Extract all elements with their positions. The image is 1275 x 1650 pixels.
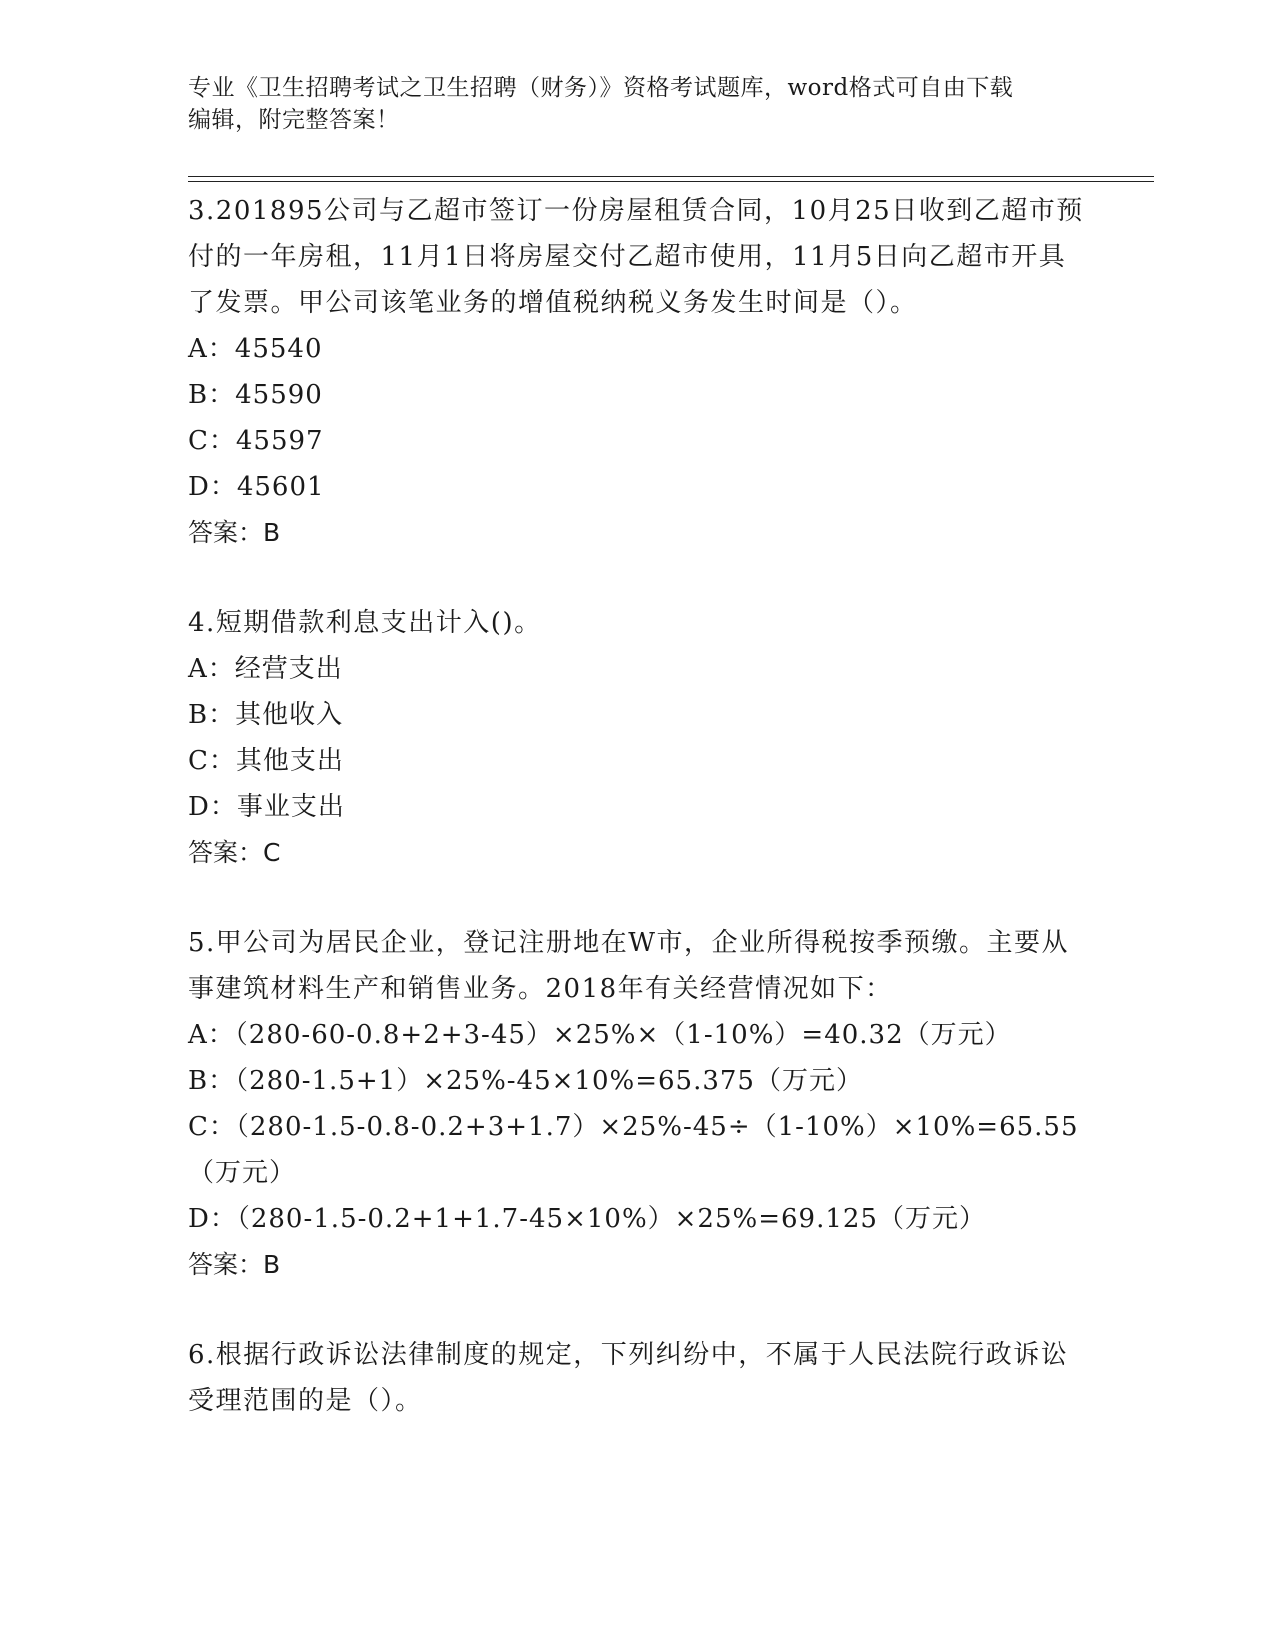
option-c: C：45597: [188, 426, 324, 456]
question-item: [188, 920, 1088, 1288]
question-item: [188, 1332, 1088, 1424]
question-text: 3.201895公司与乙超市签订一份房屋租赁合同，10月25日收到乙超市预付的一年房租，11月1日将房屋交付乙超市使用，11月5日向乙超市开具了发票。甲公司该笔业务的增值税纳税义务发生时间是（）。: [188, 196, 1084, 318]
question-item: [188, 188, 1088, 556]
header-line-2: 编辑，附完整答案！: [188, 107, 400, 133]
header-divider-bottom: [188, 181, 1154, 182]
question-item: [188, 600, 1088, 876]
option-b: B：45590: [188, 380, 323, 410]
answer-text: 答案：C: [188, 838, 281, 867]
option-c: C：其他支出: [188, 746, 344, 776]
option-c: C：（280-1.5-0.8-0.2+3+1.7）×25%-45÷（1-10%）×10%=65.55（万元）: [188, 1112, 1079, 1188]
option-a: A：45540: [188, 334, 323, 364]
option-a: A：（280-60-0.8+2+3-45）×25%×（1-10%）=40.32（万元）: [188, 1020, 1012, 1050]
question-list: [188, 188, 1088, 1424]
option-a: A：经营支出: [188, 654, 343, 684]
option-d: D：45601: [188, 472, 325, 502]
question-text: 4.短期借款利息支出计入()。: [188, 608, 542, 638]
question-text: 5.甲公司为居民企业，登记注册地在W市，企业所得税按季预缴。主要从事建筑材料生产和销售业务。2018年有关经营情况如下：: [188, 928, 1070, 1004]
option-d: D：事业支出: [188, 792, 345, 822]
answer-text: 答案：B: [188, 1250, 281, 1279]
document-header: [188, 72, 1068, 136]
option-b: B：其他收入: [188, 700, 344, 730]
option-b: B：（280-1.5+1）×25%-45×10%=65.375（万元）: [188, 1066, 863, 1096]
header-line-1: 专业《卫生招聘考试之卫生招聘（财务）》资格考试题库，word格式可自由下载: [188, 75, 1014, 101]
answer-text: 答案：B: [188, 518, 281, 547]
option-d: D：（280-1.5-0.2+1+1.7-45×10%）×25%=69.125（万元）: [188, 1204, 986, 1234]
question-text: 6.根据行政诉讼法律制度的规定，下列纠纷中，不属于人民法院行政诉讼受理范围的是（）。: [188, 1340, 1069, 1416]
header-divider-top: [188, 176, 1154, 177]
